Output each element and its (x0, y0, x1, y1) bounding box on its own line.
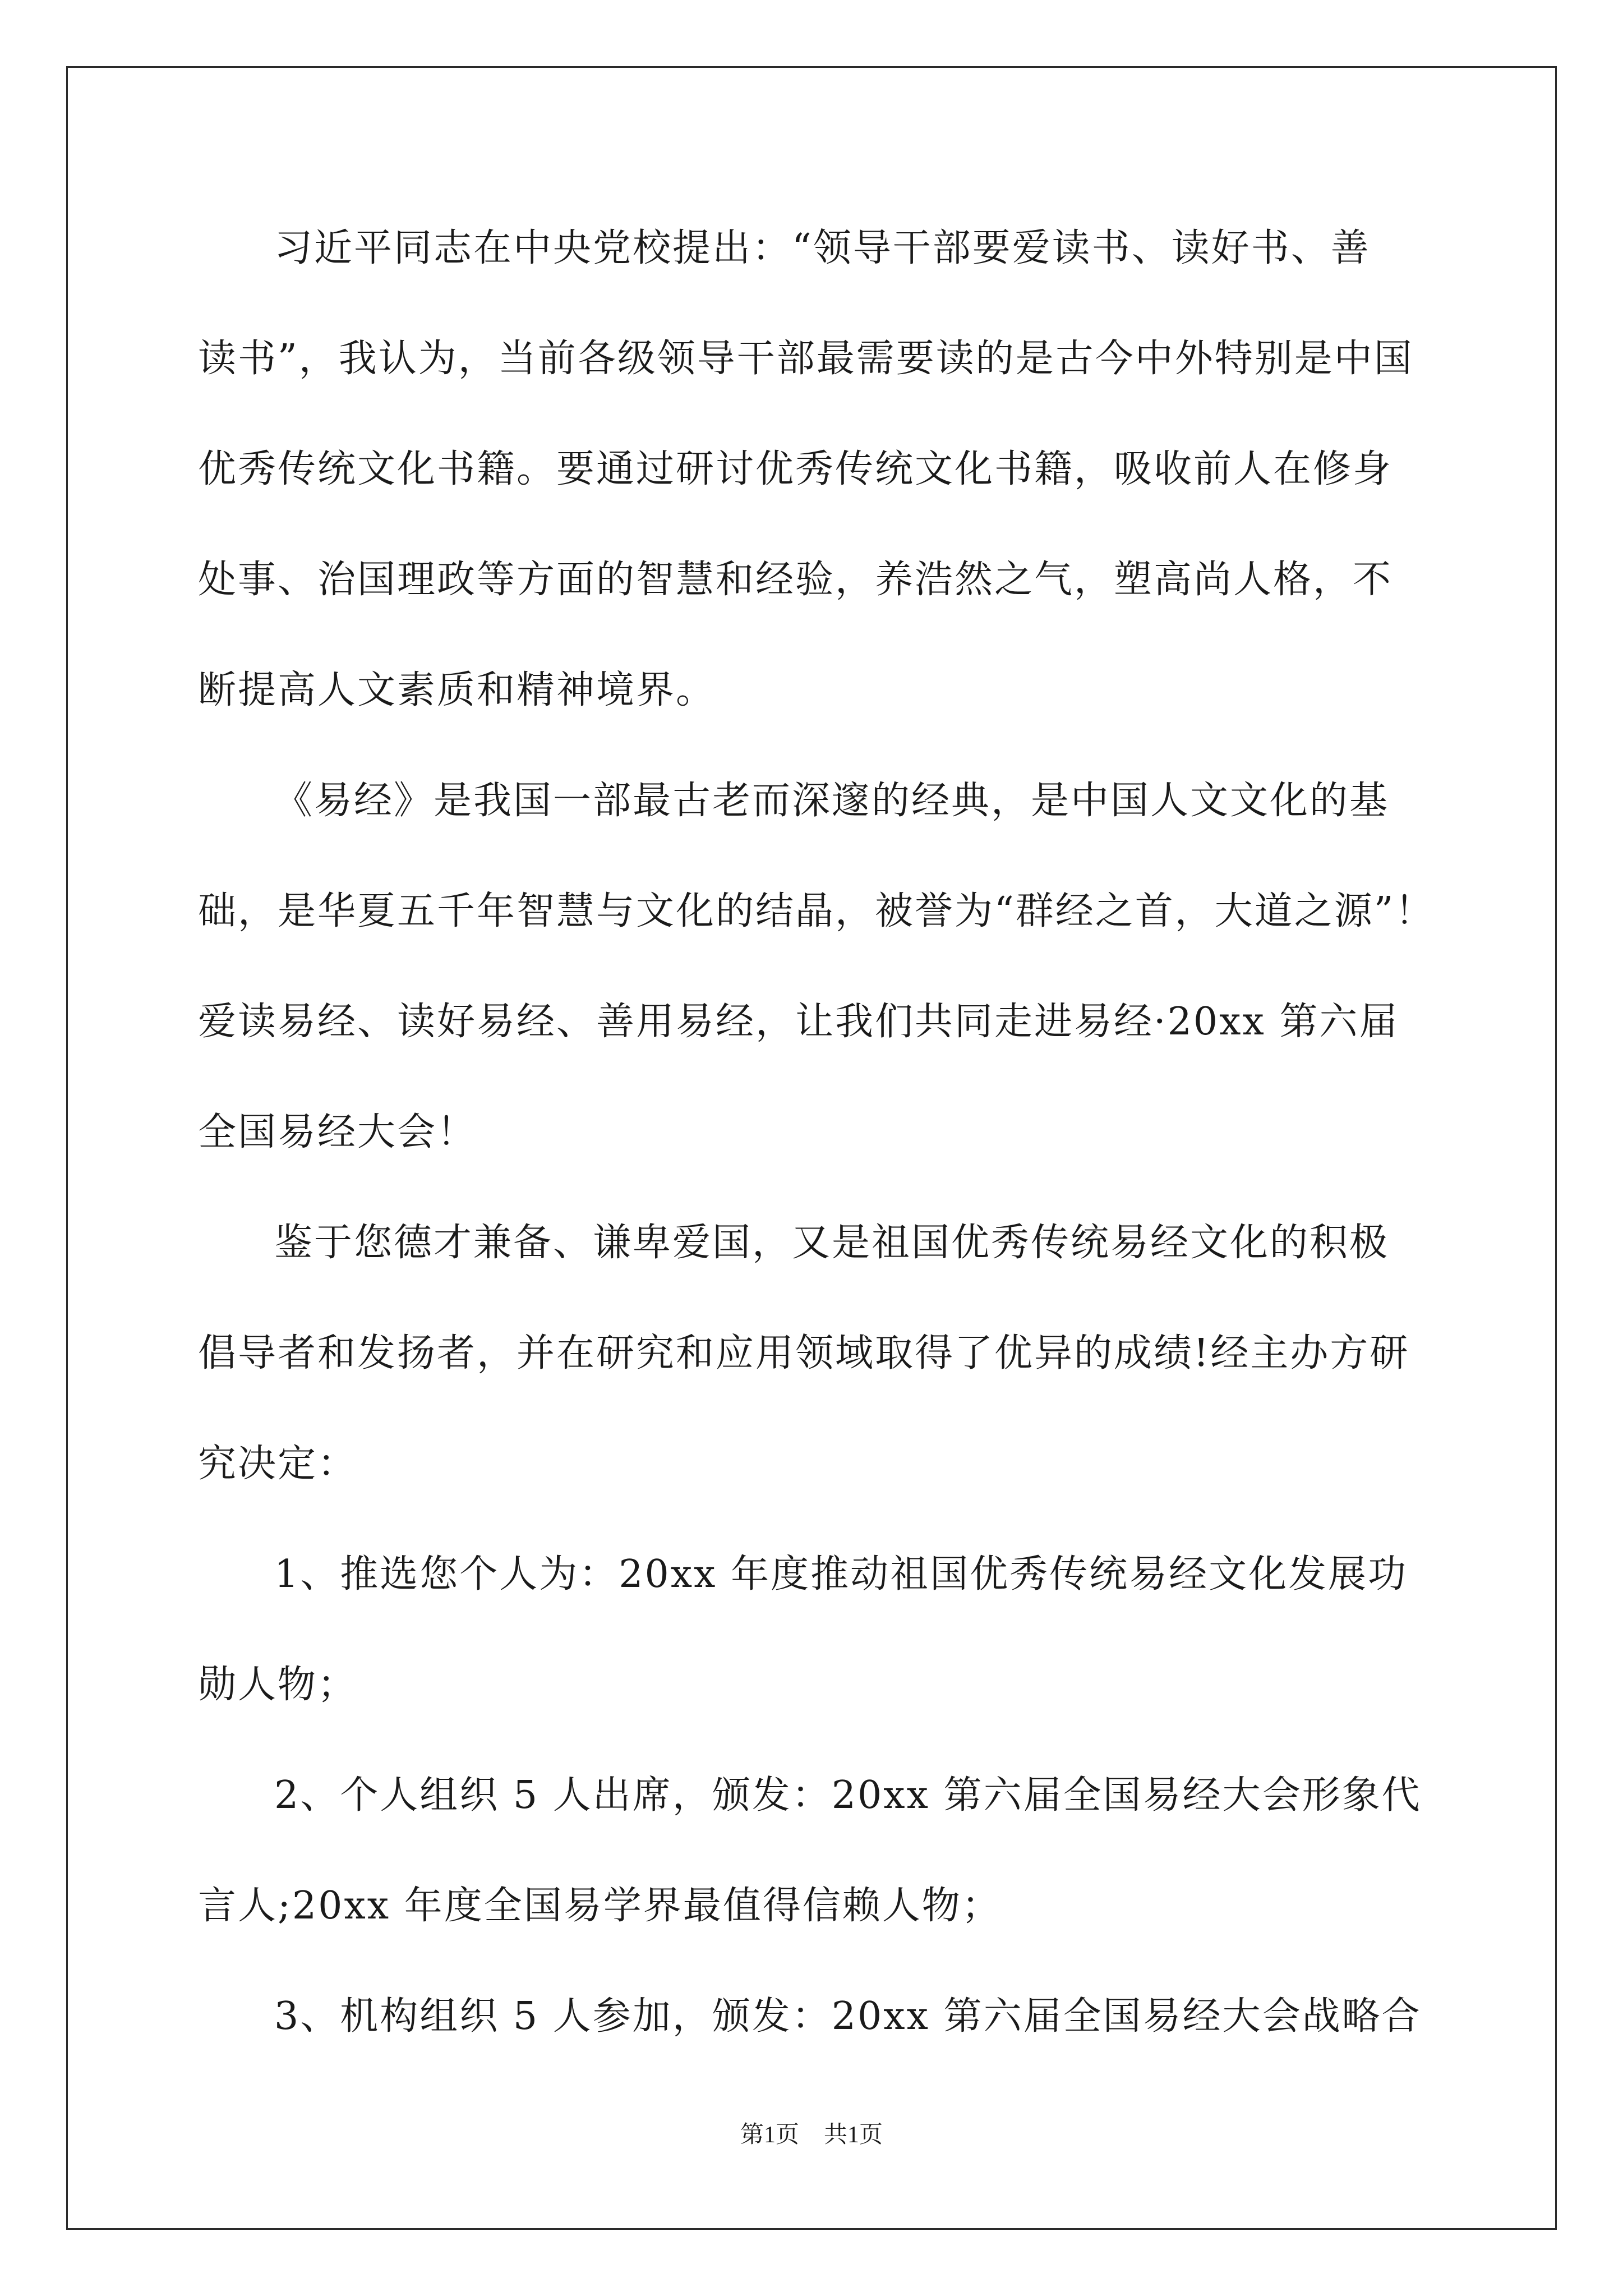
list-item-2-line-1: 2、个人组织 5 人出席，颁发：20xx 第六届全国易经大会形象代 (274, 1773, 1422, 1818)
paragraph-3-line-1: 鉴于您德才兼备、谦卑爱国，又是祖国优秀传统易经文化的积极 (274, 1221, 1390, 1265)
paragraph-2-line-2: 础，是华夏五千年智慧与文化的结晶，被誉为“群经之首，大道之源”！ (198, 889, 1435, 933)
list-item-2-line-2: 言人;20xx 年度全国易学界最值得信赖人物； (198, 1884, 1002, 1928)
paragraph-3-line-2: 倡导者和发扬者，并在研究和应用领域取得了优异的成绩!经主办方研 (198, 1331, 1410, 1375)
paragraph-1-line-5: 断提高人文素质和精神境界。 (198, 668, 716, 712)
list-item-3-line-1: 3、机构组织 5 人参加，颁发：20xx 第六届全国易经大会战略合 (274, 1994, 1422, 2039)
paragraph-1-line-4: 处事、治国理政等方面的智慧和经验，养浩然之气，塑高尚人格，不 (198, 558, 1393, 602)
list-item-1-line-2: 勋人物； (198, 1663, 358, 1707)
paragraph-3-line-3: 究决定： (198, 1442, 358, 1486)
paragraph-2-line-4: 全国易经大会！ (198, 1110, 477, 1154)
page-footer (0, 2118, 1623, 2152)
paragraph-1-line-3: 优秀传统文化书籍。要通过研讨优秀传统文化书籍，吸收前人在修身 (198, 447, 1393, 491)
list-item-1-line-1: 1、推选您个人为：20xx 年度推动祖国优秀传统易经文化发展功 (274, 1552, 1408, 1596)
paragraph-2-line-3: 爱读易经、读好易经、善用易经，让我们共同走进易经·20xx 第六届 (198, 1000, 1399, 1044)
paragraph-1-line-1: 习近平同志在中央党校提出：“领导干部要爱读书、读好书、善 (274, 226, 1371, 270)
paragraph-1-line-2: 读书”，我认为，当前各级领导干部最需要读的是古今中外特别是中国 (198, 337, 1414, 381)
page-total: 共1页 (824, 2122, 883, 2148)
page-number: 第1页 (740, 2122, 799, 2148)
paragraph-2-line-1: 《易经》是我国一部最古老而深邃的经典，是中国人文文化的基 (274, 779, 1390, 823)
